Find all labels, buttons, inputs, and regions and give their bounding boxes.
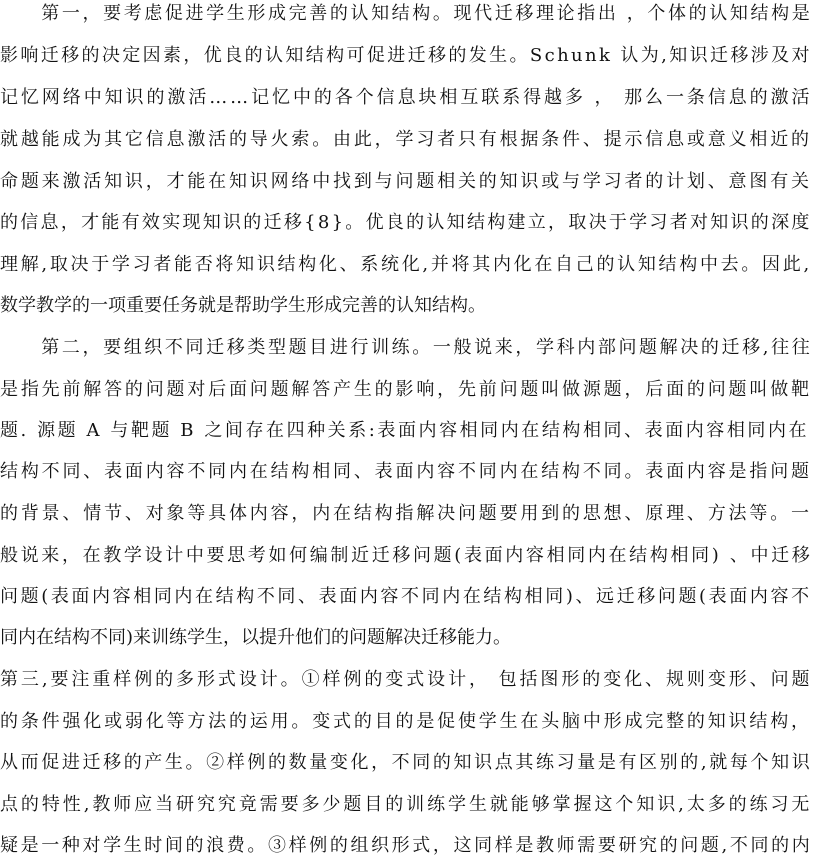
- text-line: 问题(表面内容相同内在结构不同、表面内容不同内在结构相同)、远迁移问题(表面内容不: [0, 586, 812, 607]
- text-line: 疑是一种对学生时间的浪费。③样例的组织形式，这同样是教师需要研究的问题,不同的内: [0, 835, 813, 856]
- text-line: 的背景、情节、对象等具体内容，内在结构指解决问题要用到的思想、原理、方法等。一: [0, 503, 812, 524]
- text-line: 结构不同、表面内容不同内在结构相同、表面内容不同内在结构不同。表面内容是指问题: [0, 461, 812, 482]
- text-line: 同内在结构不同)来训练学生，以提升他们的问题解决迁移能力。: [0, 627, 512, 648]
- text-line: 的条件强化或弱化等方法的运用。变式的目的是促使学生在头脑中形成完整的知识结构，: [0, 711, 812, 732]
- text-line: 题. 源题 A 与靶题 B 之间存在四种关系:表面内容相同内在结构相同、表面内容相同内在: [0, 420, 810, 441]
- text-line: 第三,要注重样例的多形式设计。①样例的变式设计， 包括图形的变化、规则变形、问题: [0, 669, 813, 690]
- text-line: 数学教学的一项重要任务就是帮助学生形成完善的认知结构。: [0, 295, 486, 316]
- text-line: 点的特性,教师应当研究究竟需要多少题目的训练学生就能够掌握这个知识,太多的练习无: [0, 794, 813, 815]
- text-line: 的信息，才能有效实现知识的迁移{8}。优良的认知结构建立，取决于学习者对知识的深度: [0, 212, 812, 233]
- text-line: 记忆网络中知识的激活……记忆中的各个信息块相互联系得越多 ， 那么一条信息的激活: [0, 87, 813, 108]
- text-line: 就越能成为其它信息激活的导火索。由此，学习者只有根据条件、提示信息或意义相近的: [0, 129, 812, 150]
- text-line: 第一，要考虑促进学生形成完善的认知结构。现代迁移理论指出 ，个体的认知结构是: [0, 3, 813, 24]
- text-line: 命题来激活知识，才能在知识网络中找到与问题相关的知识或与学习者的计划、意图有关: [0, 171, 812, 192]
- text-line: 般说来，在教学设计中要思考如何编制近迁移问题(表面内容相同内在结构相同) 、中迁移: [0, 545, 813, 566]
- text-line: 影响迁移的决定因素，优良的认知结构可促进迁移的发生。Schunk 认为,知识迁移涉及对: [0, 45, 812, 66]
- text-line: 是指先前解答的问题对后面问题解答产生的影响，先前问题叫做源题，后面的问题叫做靶: [0, 379, 812, 400]
- text-line: 从而促进迁移的产生。②样例的数量变化，不同的知识点其练习量是有区别的,就每个知识: [0, 752, 813, 773]
- text-line: 理解,取决于学习者能否将知识结构化、系统化,并将其内化在自己的认知结构中去。因此,: [0, 254, 812, 275]
- text-line: 第二，要组织不同迁移类型题目进行训练。一般说来，学科内部问题解决的迁移,往往: [0, 337, 813, 358]
